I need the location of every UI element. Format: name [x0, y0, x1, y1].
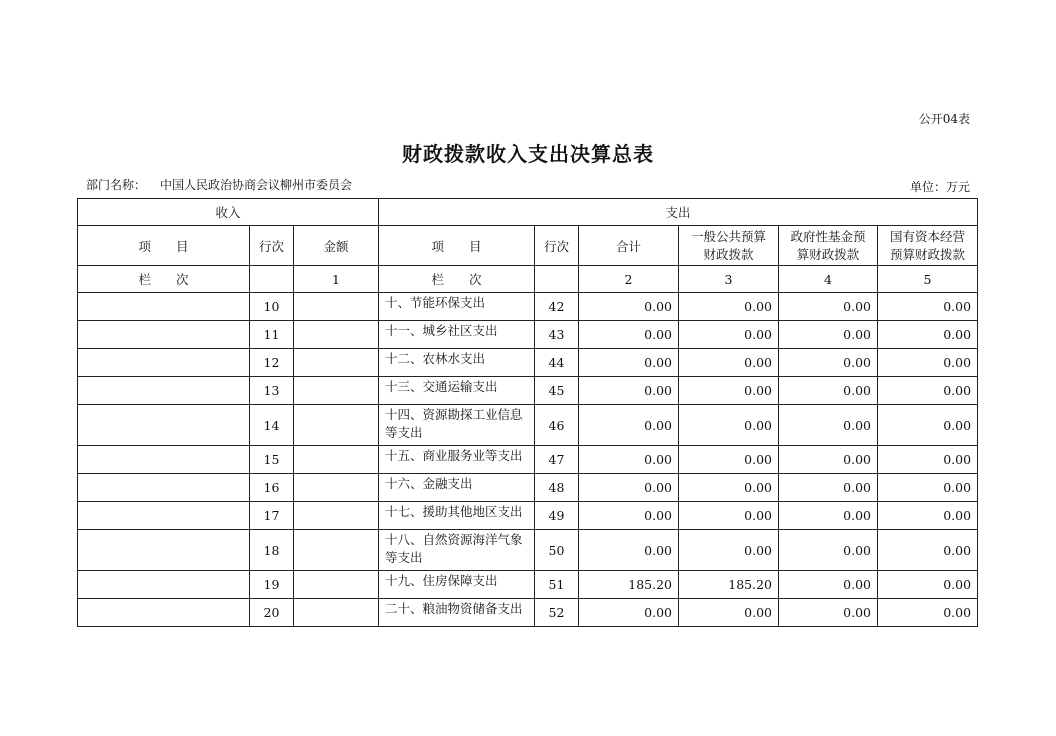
income-amount-cell	[294, 321, 379, 349]
general-budget-cell: 185.20	[679, 571, 779, 599]
expense-line-cell: 52	[535, 599, 579, 627]
general-budget-header: 一般公共预算财政拨款	[679, 226, 779, 266]
expense-item-cell: 十七、援助其他地区支出	[379, 502, 535, 530]
expense-line-cell: 45	[535, 377, 579, 405]
income-item-cell	[78, 474, 250, 502]
income-amount-cell	[294, 349, 379, 377]
col-number-5: 5	[878, 266, 978, 293]
expense-line-cell: 44	[535, 349, 579, 377]
income-amount-cell	[294, 405, 379, 446]
department	[86, 176, 352, 193]
expense-line-cell: 49	[535, 502, 579, 530]
total-cell: 0.00	[579, 530, 679, 571]
expense-item-header: 项 目	[379, 226, 535, 266]
expense-item-cell: 十一、城乡社区支出	[379, 321, 535, 349]
expense-item-cell: 十四、资源勘探工业信息等支出	[379, 405, 535, 446]
state-capital-cell: 0.00	[878, 571, 978, 599]
table-row	[78, 571, 978, 599]
general-budget-cell: 0.00	[679, 405, 779, 446]
state-capital-cell: 0.00	[878, 293, 978, 321]
table-row	[78, 321, 978, 349]
gov-fund-cell: 0.00	[779, 349, 878, 377]
total-cell: 0.00	[579, 599, 679, 627]
expense-header: 支出	[379, 199, 978, 226]
gov-fund-cell: 0.00	[779, 530, 878, 571]
income-line-cell: 15	[250, 446, 294, 474]
general-budget-cell: 0.00	[679, 321, 779, 349]
income-item-cell	[78, 377, 250, 405]
income-line-cell: 20	[250, 599, 294, 627]
gov-fund-cell: 0.00	[779, 599, 878, 627]
expense-item-cell: 十三、交通运输支出	[379, 377, 535, 405]
income-amount-cell	[294, 377, 379, 405]
general-budget-cell: 0.00	[679, 474, 779, 502]
state-capital-cell: 0.00	[878, 530, 978, 571]
expense-line-cell: 48	[535, 474, 579, 502]
gov-fund-header: 政府性基金预算财政拨款	[779, 226, 878, 266]
col-number-4: 4	[779, 266, 878, 293]
expense-line-cell: 42	[535, 293, 579, 321]
income-amount-cell	[294, 571, 379, 599]
state-capital-cell: 0.00	[878, 599, 978, 627]
table-row	[78, 530, 978, 571]
gov-fund-cell: 0.00	[779, 502, 878, 530]
state-capital-cell: 0.00	[878, 321, 978, 349]
expense-item-cell: 十、节能环保支出	[379, 293, 535, 321]
state-capital-cell: 0.00	[878, 446, 978, 474]
gov-fund-cell: 0.00	[779, 405, 878, 446]
income-item-header: 项 目	[78, 226, 250, 266]
income-line-cell: 17	[250, 502, 294, 530]
table-row	[78, 599, 978, 627]
form-code: 公开04表	[918, 112, 970, 126]
expense-item-cell: 十九、住房保障支出	[379, 571, 535, 599]
income-line-cell: 12	[250, 349, 294, 377]
income-amount-cell	[294, 599, 379, 627]
unit-label: 单位：万元	[909, 180, 970, 194]
income-line-cell: 18	[250, 530, 294, 571]
income-line-header: 行次	[250, 226, 294, 266]
total-cell: 0.00	[579, 474, 679, 502]
col-number-2: 2	[579, 266, 679, 293]
general-budget-cell: 0.00	[679, 502, 779, 530]
state-capital-cell: 0.00	[878, 377, 978, 405]
income-item-cell	[78, 571, 250, 599]
col-number-3: 3	[679, 266, 779, 293]
income-line-cell: 10	[250, 293, 294, 321]
expense-line-cell: 50	[535, 530, 579, 571]
income-item-cell	[78, 502, 250, 530]
income-amount-cell	[294, 530, 379, 571]
income-amount-cell	[294, 502, 379, 530]
total-cell: 185.20	[579, 571, 679, 599]
table-row	[78, 446, 978, 474]
income-item-cell	[78, 405, 250, 446]
income-col-label: 栏 次	[78, 266, 250, 293]
income-amount-cell	[294, 446, 379, 474]
total-cell: 0.00	[579, 502, 679, 530]
state-capital-cell: 0.00	[878, 349, 978, 377]
table-row	[78, 293, 978, 321]
table-row	[78, 405, 978, 446]
expense-item-cell: 十六、金融支出	[379, 474, 535, 502]
income-line-cell: 19	[250, 571, 294, 599]
general-budget-cell: 0.00	[679, 377, 779, 405]
general-budget-cell: 0.00	[679, 599, 779, 627]
table-row	[78, 349, 978, 377]
gov-fund-cell: 0.00	[779, 474, 878, 502]
general-budget-cell: 0.00	[679, 530, 779, 571]
expense-line-cell: 43	[535, 321, 579, 349]
table-row	[78, 474, 978, 502]
col-number-1: 1	[294, 266, 379, 293]
gov-fund-cell: 0.00	[779, 321, 878, 349]
total-cell: 0.00	[579, 349, 679, 377]
expense-col-label: 栏 次	[379, 266, 535, 293]
empty-cell	[250, 266, 294, 293]
income-line-cell: 13	[250, 377, 294, 405]
header-row-column-numbers	[78, 266, 978, 293]
gov-fund-cell: 0.00	[779, 377, 878, 405]
gov-fund-cell: 0.00	[779, 571, 878, 599]
table-row	[78, 377, 978, 405]
department-label: 部门名称：	[86, 178, 147, 192]
expense-item-cell: 二十、粮油物资储备支出	[379, 599, 535, 627]
general-budget-cell: 0.00	[679, 349, 779, 377]
income-item-cell	[78, 530, 250, 571]
report-table	[77, 198, 978, 627]
expense-line-cell: 51	[535, 571, 579, 599]
empty-cell	[535, 266, 579, 293]
table-row	[78, 502, 978, 530]
general-budget-cell: 0.00	[679, 293, 779, 321]
income-line-cell: 16	[250, 474, 294, 502]
income-header: 收入	[78, 199, 379, 226]
income-item-cell	[78, 446, 250, 474]
state-capital-cell: 0.00	[878, 502, 978, 530]
total-cell: 0.00	[579, 377, 679, 405]
total-cell: 0.00	[579, 293, 679, 321]
header-row-columns	[78, 226, 978, 266]
income-amount-cell	[294, 293, 379, 321]
gov-fund-cell: 0.00	[779, 293, 878, 321]
expense-line-cell: 47	[535, 446, 579, 474]
expense-item-cell: 十二、农林水支出	[379, 349, 535, 377]
page-title: 财政拨款收入支出决算总表	[402, 142, 654, 166]
total-header: 合计	[579, 226, 679, 266]
total-cell: 0.00	[579, 446, 679, 474]
income-line-cell: 14	[250, 405, 294, 446]
income-item-cell	[78, 349, 250, 377]
expense-line-header: 行次	[535, 226, 579, 266]
department-name: 中国人民政治协商会议柳州市委员会	[160, 178, 353, 192]
expense-item-cell: 十八、自然资源海洋气象等支出	[379, 530, 535, 571]
income-line-cell: 11	[250, 321, 294, 349]
header-row-groups	[78, 199, 978, 226]
income-amount-cell	[294, 474, 379, 502]
income-item-cell	[78, 293, 250, 321]
income-item-cell	[78, 321, 250, 349]
state-capital-cell: 0.00	[878, 474, 978, 502]
income-amount-header: 金额	[294, 226, 379, 266]
expense-item-cell: 十五、商业服务业等支出	[379, 446, 535, 474]
state-capital-header: 国有资本经营预算财政拨款	[878, 226, 978, 266]
expense-line-cell: 46	[535, 405, 579, 446]
income-item-cell	[78, 599, 250, 627]
total-cell: 0.00	[579, 321, 679, 349]
general-budget-cell: 0.00	[679, 446, 779, 474]
state-capital-cell: 0.00	[878, 405, 978, 446]
gov-fund-cell: 0.00	[779, 446, 878, 474]
total-cell: 0.00	[579, 405, 679, 446]
